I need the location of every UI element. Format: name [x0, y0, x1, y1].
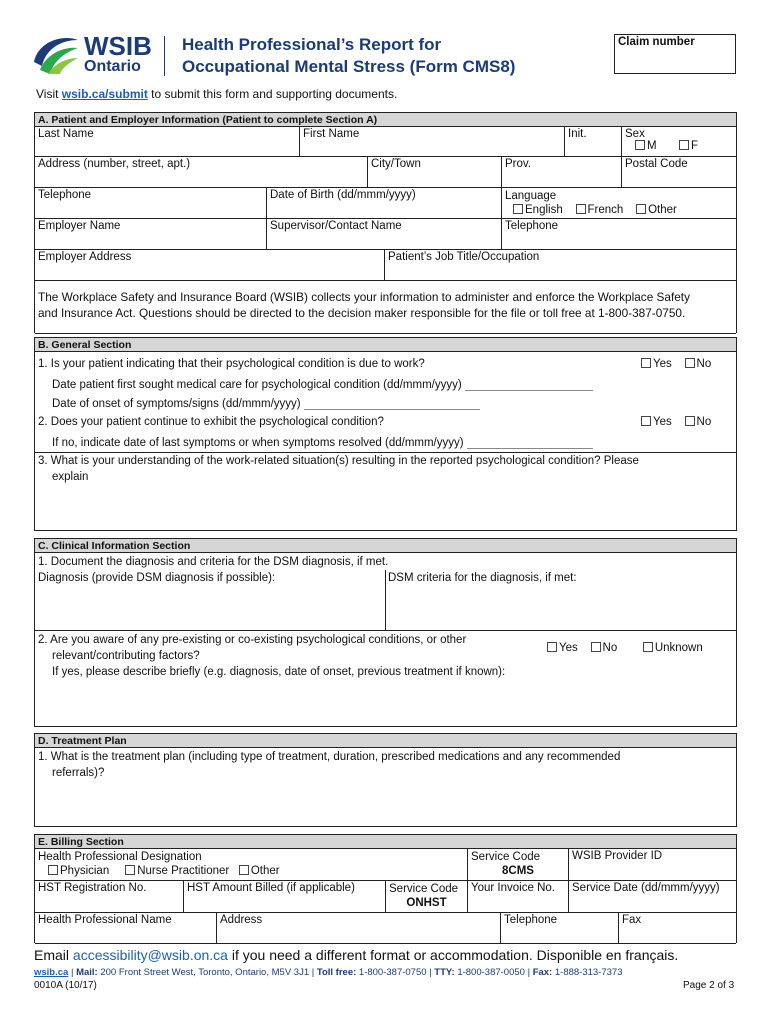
initial-field[interactable] [565, 127, 622, 157]
c-q1: 1. Document the diagnosis and criteria for the DSM diagnosis, if met. [38, 556, 389, 568]
hp-telephone-label: Telephone [504, 914, 558, 926]
lang-french-checkbox[interactable] [576, 204, 586, 214]
accessibility-email-link[interactable]: accessibility@wsib.on.ca [72, 947, 228, 963]
logo-subword: Ontario [84, 58, 141, 75]
employer-address-label: Employer Address [38, 251, 132, 263]
tollfree-label: Toll free: [316, 967, 357, 978]
hp-name-field[interactable] [35, 913, 217, 944]
email-suffix: if you need a different format or accommodation. Disponible en français. [227, 947, 679, 963]
hp-address-field[interactable] [217, 913, 501, 944]
other-label: Other [250, 865, 280, 877]
hst-reg-label: HST Registration No. [38, 882, 147, 894]
c-q2-no-label: No [602, 642, 618, 654]
invoice-no-field[interactable] [468, 881, 569, 913]
mail-label: Mail: [76, 967, 98, 978]
d-q1-line2: referrals)? [52, 767, 105, 779]
notice-line2: and Insurance Act. Questions should be directed to the decision maker responsible for the file or toll free at 1-800-387-0750. [38, 306, 686, 320]
d-q1-line1: 1. What is the treatment plan (including type of treatment, duration, prescribed medications and any recommended [38, 751, 621, 763]
page-number: Page 2 of 3 [683, 980, 735, 991]
c-q2-answer-area[interactable] [35, 683, 736, 725]
b-q2a-label: If no, indicate date of last symptoms or when symptoms resolved (dd/mmm/yyyy) [52, 437, 464, 449]
hst-reg-field[interactable] [35, 881, 184, 913]
claim-number-field[interactable] [614, 34, 736, 74]
form-code: 0010A (10/17) [34, 980, 97, 991]
b-q1-no-checkbox[interactable] [685, 358, 695, 368]
address-label: Address (number, street, apt.) [38, 158, 191, 170]
lang-french-label: French [587, 204, 624, 216]
hp-fax-label: Fax [622, 914, 642, 926]
form-title-line2: Occupational Mental Stress (Form CMS8) [182, 57, 516, 76]
b-q3-line1: 3. What is your understanding of the work-related situation(s) resulting in the reported psychological condition? Please [38, 455, 639, 467]
lang-english-label: English [525, 204, 563, 216]
c-diagnosis-field[interactable] [35, 570, 386, 630]
lang-other-label: Other [648, 204, 677, 216]
dob-label: Date of Birth (dd/mmm/yyyy) [270, 189, 416, 201]
service-date-label: Service Date (dd/mmm/yyyy) [572, 882, 720, 894]
employer-name-field[interactable] [35, 219, 267, 250]
claim-number-label: Claim number [618, 36, 695, 48]
wsib-logo-icon [32, 32, 80, 76]
first-name-label: First Name [303, 128, 360, 140]
submit-link[interactable]: wsib.ca/submit [61, 87, 148, 101]
tollfree-value: 1-800-387-0750 | [356, 967, 435, 978]
b-q1: 1. Is your patient indicating that their psychological condition is due to work? [38, 358, 425, 370]
c-diagnosis-label: Diagnosis (provide DSM diagnosis if possible): [38, 572, 276, 584]
postal-code-field[interactable] [622, 157, 736, 188]
c-q2-yes-checkbox[interactable] [547, 642, 557, 652]
last-name-label: Last Name [38, 128, 94, 140]
service-code-field [468, 849, 569, 881]
hst-amount-label: HST Amount Billed (if applicable) [187, 882, 355, 894]
section-d [34, 733, 737, 827]
hp-address-label: Address [220, 914, 263, 926]
b-q3-line2: explain [52, 471, 89, 483]
c-q2-line2: relevant/contributing factors? [52, 650, 200, 662]
b-q1b-input[interactable] [304, 397, 480, 410]
language-label: Language [505, 190, 557, 202]
hst-amount-field[interactable] [184, 881, 386, 913]
lang-other-checkbox[interactable] [636, 204, 646, 214]
sex-f-label: F [690, 140, 698, 152]
service-code-label: Service Code [471, 851, 541, 863]
d-answer-area[interactable] [35, 784, 736, 824]
site-link[interactable]: wsib.ca [34, 967, 69, 978]
section-d-heading: D. Treatment Plan [35, 734, 736, 748]
b-q1-options [641, 358, 711, 370]
c-q2-options [547, 642, 703, 654]
hp-fax-field[interactable] [619, 913, 736, 944]
email-prefix: Email [34, 947, 73, 963]
supervisor-label: Supervisor/Contact Name [270, 220, 402, 232]
section-e-heading: E. Billing Section [35, 835, 736, 849]
first-name-field[interactable] [300, 127, 565, 157]
telephone2-field[interactable] [502, 219, 736, 250]
designation-label: Health Professional Designation [38, 851, 202, 863]
b-q1-yes-label: Yes [653, 358, 672, 370]
nurse-label: Nurse Practitioner [137, 865, 230, 877]
c-criteria-field[interactable] [385, 570, 736, 630]
b-q2-options [641, 416, 711, 428]
b-q3-answer-area[interactable] [35, 488, 736, 528]
physician-label: Physician [60, 865, 110, 877]
visit-suffix: to submit this form and supporting documents. [147, 87, 398, 101]
c-q2-line3: If yes, please describe briefly (e.g. diagnosis, date of onset, previous treatment if known): [52, 666, 506, 678]
c-criteria-label: DSM criteria for the diagnosis, if met: [388, 572, 577, 584]
b-q2a [52, 436, 593, 449]
province-label: Prov. [505, 158, 531, 170]
provider-id-label: WSIB Provider ID [572, 850, 663, 862]
section-c-heading: C. Clinical Information Section [35, 539, 736, 553]
visit-prefix: Visit [36, 87, 62, 101]
b-q2-yes-checkbox[interactable] [641, 416, 651, 426]
city-field[interactable] [368, 157, 502, 188]
c-q2-unknown-checkbox[interactable] [643, 642, 653, 652]
section-c [34, 538, 737, 727]
b-q1b [52, 397, 480, 410]
dob-field[interactable] [267, 188, 502, 219]
section-e [34, 834, 737, 943]
section-a-heading: A. Patient and Employer Information (Patient to complete Section A) [35, 113, 736, 127]
privacy-notice [35, 281, 736, 334]
b-q1b-label: Date of onset of symptoms/signs (dd/mmm/yyyy) [52, 398, 301, 410]
postal-code-label: Postal Code [625, 158, 688, 170]
b-q2-no-checkbox[interactable] [685, 416, 695, 426]
province-field[interactable] [502, 157, 622, 188]
c-q2-line1: 2. Are you aware of any pre-existing or co-existing psychological conditions, or other [38, 634, 467, 646]
hp-telephone-field[interactable] [501, 913, 619, 944]
language-field [502, 188, 736, 219]
b-q1a-input[interactable] [465, 378, 593, 391]
b-q1a [52, 378, 593, 391]
telephone-field[interactable] [35, 188, 267, 219]
contact-line: wsib.ca | Mail: 200 Front Street West, Toronto, Ontario, M5V 3J1 | Toll free: 1-800-387-0750 | TTY: 1-800-387-0050 | Fax: 1-888-313-7373 [34, 967, 623, 978]
physician-checkbox[interactable] [48, 865, 58, 875]
notice-line1: The Workplace Safety and Insurance Board (WSIB) collects your information to administer and enforce the Workplace Safety [38, 290, 690, 304]
employer-address-field[interactable] [35, 250, 385, 281]
section-a [34, 112, 737, 333]
employer-name-label: Employer Name [38, 220, 121, 232]
tty-value: 1-800-387-0050 | [454, 967, 533, 978]
telephone-label: Telephone [38, 189, 92, 201]
provider-id-field[interactable] [569, 849, 736, 881]
accessibility-line [34, 947, 678, 963]
service-date-field[interactable] [569, 881, 736, 913]
supervisor-field[interactable] [267, 219, 502, 250]
c-q2-yes-label: Yes [559, 642, 578, 654]
last-name-field[interactable] [35, 127, 300, 157]
logo-divider [164, 36, 165, 76]
b-q1a-label: Date patient first sought medical care for psychological condition (dd/mmm/yyyy) [52, 379, 462, 391]
b-q2: 2. Does your patient continue to exhibit the psychological condition? [38, 416, 384, 428]
b-q1-yes-checkbox[interactable] [641, 358, 651, 368]
c-q2-no-checkbox[interactable] [591, 642, 601, 652]
hp-name-label: Health Professional Name [38, 914, 172, 926]
job-title-field[interactable] [385, 250, 736, 281]
mail-value: 200 Front Street West, Toronto, Ontario, M5V 3J1 | [97, 967, 317, 978]
telephone2-label: Telephone [505, 220, 559, 232]
b-q2-yes-label: Yes [653, 416, 672, 428]
section-b [34, 337, 737, 531]
tty-label: TTY: [434, 967, 455, 978]
service-code2-label: Service Code [389, 883, 459, 895]
designation-field [35, 849, 468, 881]
fax-label: Fax: [532, 967, 553, 978]
c-q2-unknown-label: Unknown [654, 642, 703, 654]
job-title-label: Patient’s Job Title/Occupation [388, 251, 540, 263]
b-q2a-input[interactable] [467, 436, 593, 449]
logo-wordmark: WSIB [84, 31, 152, 61]
service-code2-field [386, 881, 468, 913]
b-q1-no-label: No [696, 358, 712, 370]
service-code2-value: ONHST [406, 897, 447, 909]
sex-label: Sex [625, 128, 645, 140]
sex-f-checkbox[interactable] [679, 140, 689, 150]
lang-english-checkbox[interactable] [513, 204, 523, 214]
other-checkbox[interactable] [239, 865, 249, 875]
address-field[interactable] [35, 157, 368, 188]
city-label: City/Town [371, 158, 421, 170]
initial-label: Init. [568, 128, 587, 140]
sex-m-label: M [647, 140, 657, 152]
fax-value: 1-888-313-7373 [552, 967, 623, 978]
form-title-line1: Health Professional’s Report for [182, 35, 442, 54]
sex-m-checkbox[interactable] [635, 140, 645, 150]
sex-field [622, 127, 736, 157]
section-b-heading: B. General Section [35, 338, 736, 352]
nurse-checkbox[interactable] [125, 865, 135, 875]
invoice-no-label: Your Invoice No. [471, 882, 555, 894]
b-q2-no-label: No [696, 416, 712, 428]
service-code-value: 8CMS [502, 865, 534, 877]
visit-line [36, 87, 397, 101]
